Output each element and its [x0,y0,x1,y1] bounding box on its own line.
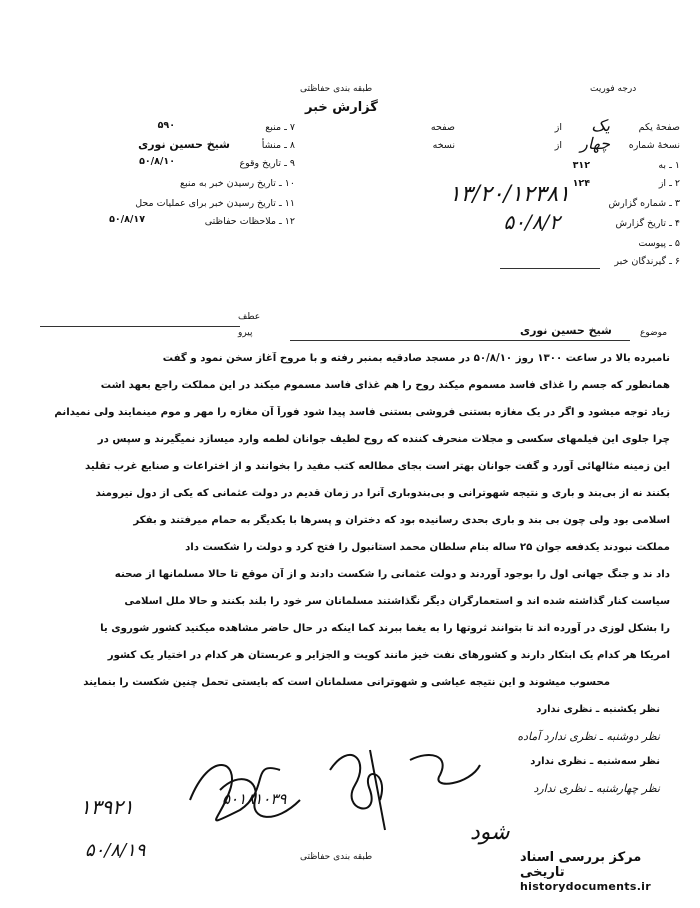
classification-top: طبقه بندی حفاظتی [300,84,373,94]
watermark-fa: مرکز بررسی اسناد تاریخی [520,850,642,880]
field-copy-unit: نسخه [432,140,455,151]
field-report-date-value: ۵۰/۸/۲ [503,210,560,234]
body-line: محسوب میشوند و این نتیجه عیاشی و شهوترانی مسلمانان است که بایستی تحمل چنین شکست را بنمایند [83,677,610,688]
atf-line [40,326,240,327]
opinion-monday: نظر دوشنبه ـ نظری ندارد آماده [517,730,660,743]
field-security-notes-label: ۱۲ ـ ملاحظات حفاظتی [204,216,295,227]
subject-label: موضوع [640,328,668,338]
body-line: داد ند و جنگ جهانی اول را بوجود آوردند و دولت عثمانی را شکست دادند و از آن موقع تا حالا مسلمانها از صحنه [114,569,670,580]
body-line: اسلامی بود ولی چون بی بند و باری بحدی رسانیده بود که دختران و پسرها با یکدیگر به حمام میرفتند و بفکر [133,515,670,526]
priority-label: درجه فوریت [590,84,637,94]
body-line: را بشکل لوزی در آورده اند تا بتوانند ثروتها را به یغما ببرند کما اینکه در حال حاضر مشاهده میکنید کشور شوروی یا [100,623,670,634]
field-origin-label: ۸ ـ منشأ [261,140,295,151]
field-report-number-label: ۳ ـ شماره گزارش [608,198,680,209]
handwritten-number-2: ۵۰/۸/۱۹ [85,840,146,861]
body-line: زیاد توجه میشود و اگر در یک مغازه بستنی فروشی بستنی فاسد پیدا شود فوراً آن مغازه را مهر و موم مینمایند ولی نمیدانم [54,407,670,418]
opinion-wednesday: نظر چهارشنبه ـ نظری ندارد [533,782,660,795]
signature-marks [180,730,520,840]
body-line: بکنند نه از بی‌بند و باری و نتیجه شهوترانی و بی‌بندوباری آنرا در زمان قدیم در دولت عثمانی که یکی از دول نیرومند [95,488,670,499]
atf-label: عطف [238,312,261,322]
field-report-date-label: ۴ ـ تاریخ گزارش [615,218,680,229]
peyro-label: پیرو [238,328,253,338]
field-source-label: ۷ ـ منبع [265,122,295,133]
field-copy-mid: از [554,140,562,151]
field-from-value: ۱۲۴ [572,178,590,189]
opinion-tuesday: نظر سه‌شنبه ـ نظری ندارد [530,756,660,767]
watermark-en: historydocuments.ir [520,880,651,893]
field-received-source-label: ۱۰ ـ تاریخ رسیدن خبر به منبع [180,178,295,189]
field-recipients-label: ۶ ـ گیرندگان خبر [614,256,680,267]
field-to-label: ۱ ـ به [658,160,680,171]
field-attachment-label: ۵ ـ پیوست [638,238,680,249]
field-occurrence-date-label: ۹ ـ تاریخ وقوع [239,158,295,169]
field-page-mid: از [554,122,562,133]
classification-bottom: طبقه بندی حفاظتی [300,852,373,862]
body-line: همانطور که جسم را غذای فاسد مسموم میکند روح را هم غذای فاسد مسموم میکند در این مملکت راجع بعهد اشت [100,380,670,391]
field-to-value: ۳۱۲ [572,160,590,171]
recipients-line [500,268,600,269]
field-received-ops-label: ۱۱ ـ تاریخ رسیدن خبر برای عملیات محل [135,198,295,209]
field-security-notes-value: ۵۰/۸/۱۷ [109,214,145,225]
field-origin-value: شیخ حسین نوری [138,138,230,151]
report-title: گزارش خبر [305,100,378,115]
field-page-value: یک [591,116,610,135]
subject-value: شیخ حسین نوری [520,324,612,337]
field-report-number-value: ۱۳/۲۰/۱۲۳۸۱ [448,182,570,207]
field-copy-value: چهار [580,134,610,153]
signature-stroke [410,755,480,784]
subject-line [290,340,630,341]
signature-stroke [330,755,382,809]
handwritten-mid-number: ۵۰۱۸۱۰۳۹ [222,790,287,808]
body-line: مملکت نبودند یکدفعه جوان ۲۵ ساله بنام سلطان محمد استانبول را فتح کرد و دولت را شکست داد [185,542,670,553]
body-line: سیاست کنار گذاشته شده اند و استعمارگران دیگر نگذاشتند مسلمانان سر خود را بلند بکنند و حالا ملل اسلامی [124,596,670,607]
field-source-value: ۵۹۰ [157,120,175,131]
field-from-label: ۲ ـ از [658,178,680,189]
body-line: این زمینه مثالهائی آورد و گفت جوانان بهتر است بجای مطالعه کتب مفید را بخوانند و از اختراعات و صنایع غرب تقلید [85,461,670,472]
shod-text: شود [470,820,510,845]
field-page-label: صفحهٔ یکم [638,122,680,133]
watermark [520,850,690,893]
field-copy-label: نسخهٔ شماره [628,140,680,151]
body-line: امریکا هر کدام یک ابتکار دارند و کشورهای نفت خیز مانند کویت و الجزایر و عربستان هر کدام در اختیار یک کشور [107,650,670,661]
body-line: نامبرده بالا در ساعت ۱۳۰۰ روز ۵۰/۸/۱۰ در مسجد صادقیه بمنبر رفته و با مروح آغاز سخن نمود و گفت [162,353,670,364]
field-occurrence-date-value: ۵۰/۸/۱۰ [139,156,175,167]
handwritten-number-1: ۱۳۹۲۱ [80,795,134,819]
field-page-unit: صفحه [430,122,455,133]
body-line: چرا جلوی این فیلمهای سکسی و مجلات منحرف کننده که روح لطیف جوانان لطمه وارد میسازد نمیگیرند و سپس در [97,434,670,445]
opinion-sunday: نظر یکشنبه ـ نظری ندارد [536,704,660,715]
